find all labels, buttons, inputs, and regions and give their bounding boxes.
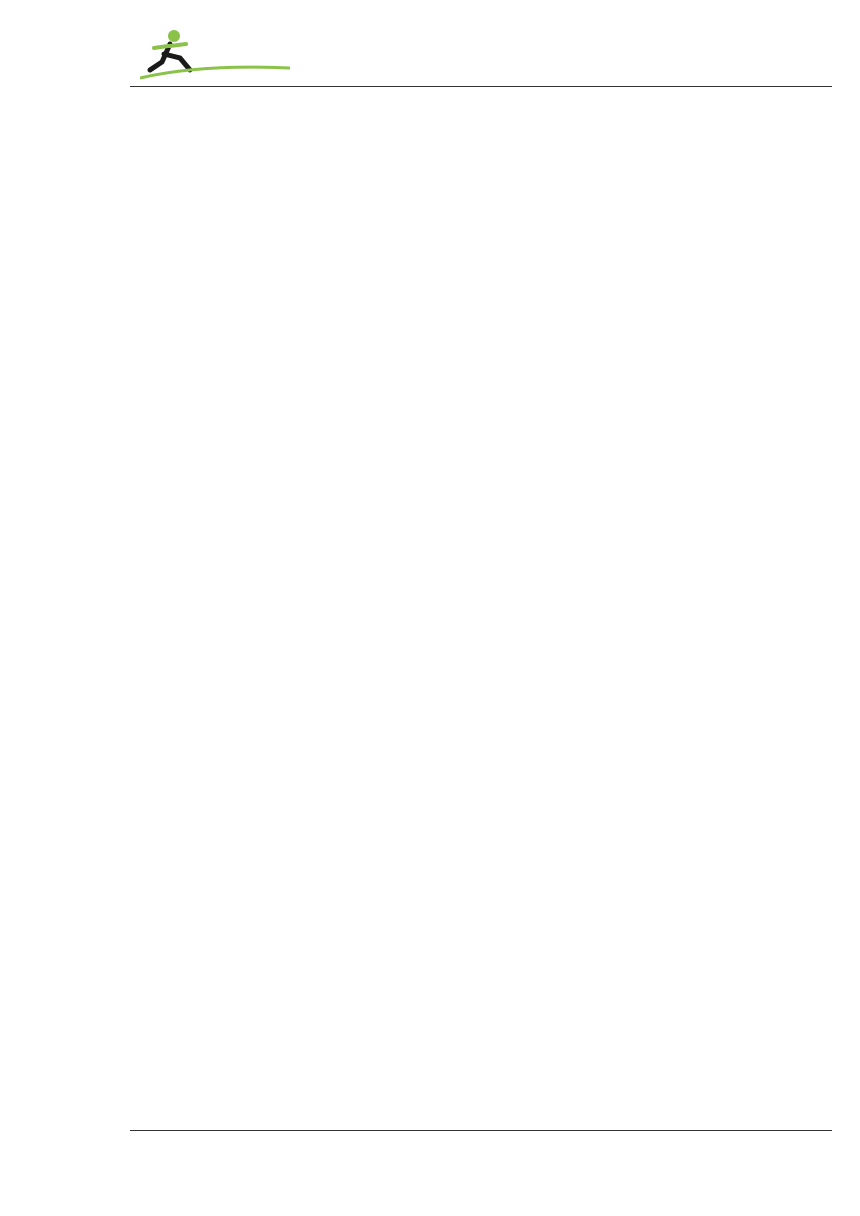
footer-divider: [130, 1130, 832, 1131]
site-logo: [140, 24, 345, 86]
runner-logo-icon: [140, 24, 345, 86]
header-divider: [130, 86, 832, 87]
watermark: [360, 360, 660, 680]
header-note: [362, 66, 366, 80]
page-header: [0, 0, 860, 92]
